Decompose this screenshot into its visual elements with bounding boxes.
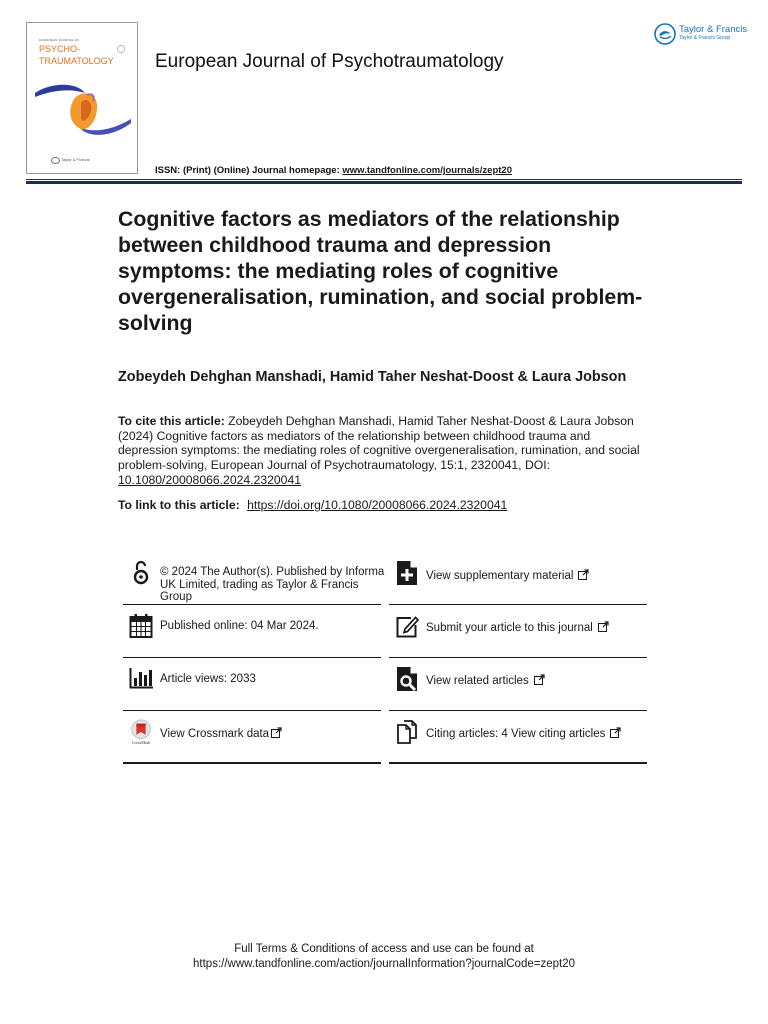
grid-divider [389,657,647,658]
header-divider-thin [26,179,742,180]
open-access-text: © 2024 The Author(s). Published by Informa UK Limited, trading as Taylor & Francis Group [160,566,385,603]
citation-text: Zobeydeh Dehghan Manshadi, Hamid Taher Neshat-Doost & Laura Jobson (2024) Cognitive factors as mediators of the relationship between childhood trauma and depression symptoms: the mediating roles of cognitive overgeneralisation, rumination, and social problem-solving, European Journal of Psychotraumatology, 15:1, 2320041, DOI: [118,414,640,473]
journal-homepage-link[interactable]: www.tandfonline.com/journals/zept20 [342,165,512,176]
issn-prefix: ISSN: (Print) (Online) Journal homepage: [155,165,343,176]
supplementary-material-link[interactable] [389,560,647,613]
header-divider-thick [26,181,742,184]
citing-articles-link[interactable] [389,719,647,772]
edit-icon [395,613,419,639]
external-link-icon [534,674,545,685]
publisher-group: Taylor & Francis Group [679,35,731,41]
submit-article-label: Submit your article to this journal [426,621,609,635]
journal-cover-thumbnail [26,22,138,174]
cover-small-tag: EUROPEAN JOURNAL OF [39,38,80,42]
citing-articles-icon [395,719,419,745]
external-link-icon [598,621,609,632]
crossmark-badge-text: CrossMark [131,740,151,745]
calendar-icon [129,613,153,639]
related-articles-link[interactable] [389,666,647,719]
cover-artwork [33,79,133,143]
article-views [123,666,381,719]
cover-circle-icon [117,45,125,53]
supplementary-material-label: View supplementary material [426,569,589,583]
cover-title-line1: PSYCHO- [39,44,81,54]
citation-doi-link[interactable]: 10.1080/20008066.2024.2320041 [118,472,301,487]
journal-title[interactable]: European Journal of Psychotraumatology [155,51,504,72]
bar-chart-icon [129,666,153,692]
citation-block [118,414,653,488]
external-link-icon [578,569,589,580]
article-title: Cognitive factors as mediators of the relationship between childhood trauma and depression symptoms: the mediating roles of cognitive overgeneralisation, rumination, and social problem-solving [118,207,643,335]
crossmark-icon [129,719,153,745]
document-plus-icon [395,560,419,586]
article-doi-link[interactable]: https://doi.org/10.1080/20008066.2024.2320041 [247,498,508,512]
grid-divider [123,710,381,711]
taylor-francis-logo[interactable] [654,21,748,47]
published-date [123,613,381,666]
article-views-text: Article views: 2033 [160,673,256,685]
related-articles-label: View related articles [426,674,545,688]
crossmark-label: View Crossmark data [160,727,282,741]
cover-publisher-icon [51,157,60,164]
published-date-text: Published online: 04 Mar 2024. [160,620,319,632]
issn-line [155,165,512,176]
grid-divider [123,604,381,605]
terms-footer-url[interactable]: https://www.tandfonline.com/action/journalInformation?journalCode=zept20 [193,958,575,970]
grid-divider [389,604,647,605]
search-document-icon [395,666,419,692]
article-authors: Zobeydeh Dehghan Manshadi, Hamid Taher Neshat-Doost & Laura Jobson [118,369,627,385]
terms-footer-line1: Full Terms & Conditions of access and use can be found at [234,943,534,955]
article-link-line [118,498,507,512]
submit-article-link[interactable] [389,613,647,666]
external-link-icon [271,727,282,738]
article-link-label: To link to this article: [118,498,240,512]
external-link-icon [610,727,621,738]
crossmark-link[interactable] [123,719,381,772]
cover-title-line2: TRAUMATOLOGY [39,56,114,66]
grid-divider-bottom [123,762,381,764]
publisher-name: Taylor & Francis [679,24,748,35]
cover-publisher: Taylor & Francis [61,157,90,162]
citation-label: To cite this article: [118,414,225,428]
open-access-notice [123,560,385,613]
open-access-icon [129,560,153,586]
taylor-francis-logo-icon [654,23,676,45]
grid-divider [123,657,381,658]
terms-footer [0,942,768,972]
citing-articles-label: Citing articles: 4 View citing articles [426,727,621,741]
grid-divider-bottom [389,762,647,764]
grid-divider [389,710,647,711]
